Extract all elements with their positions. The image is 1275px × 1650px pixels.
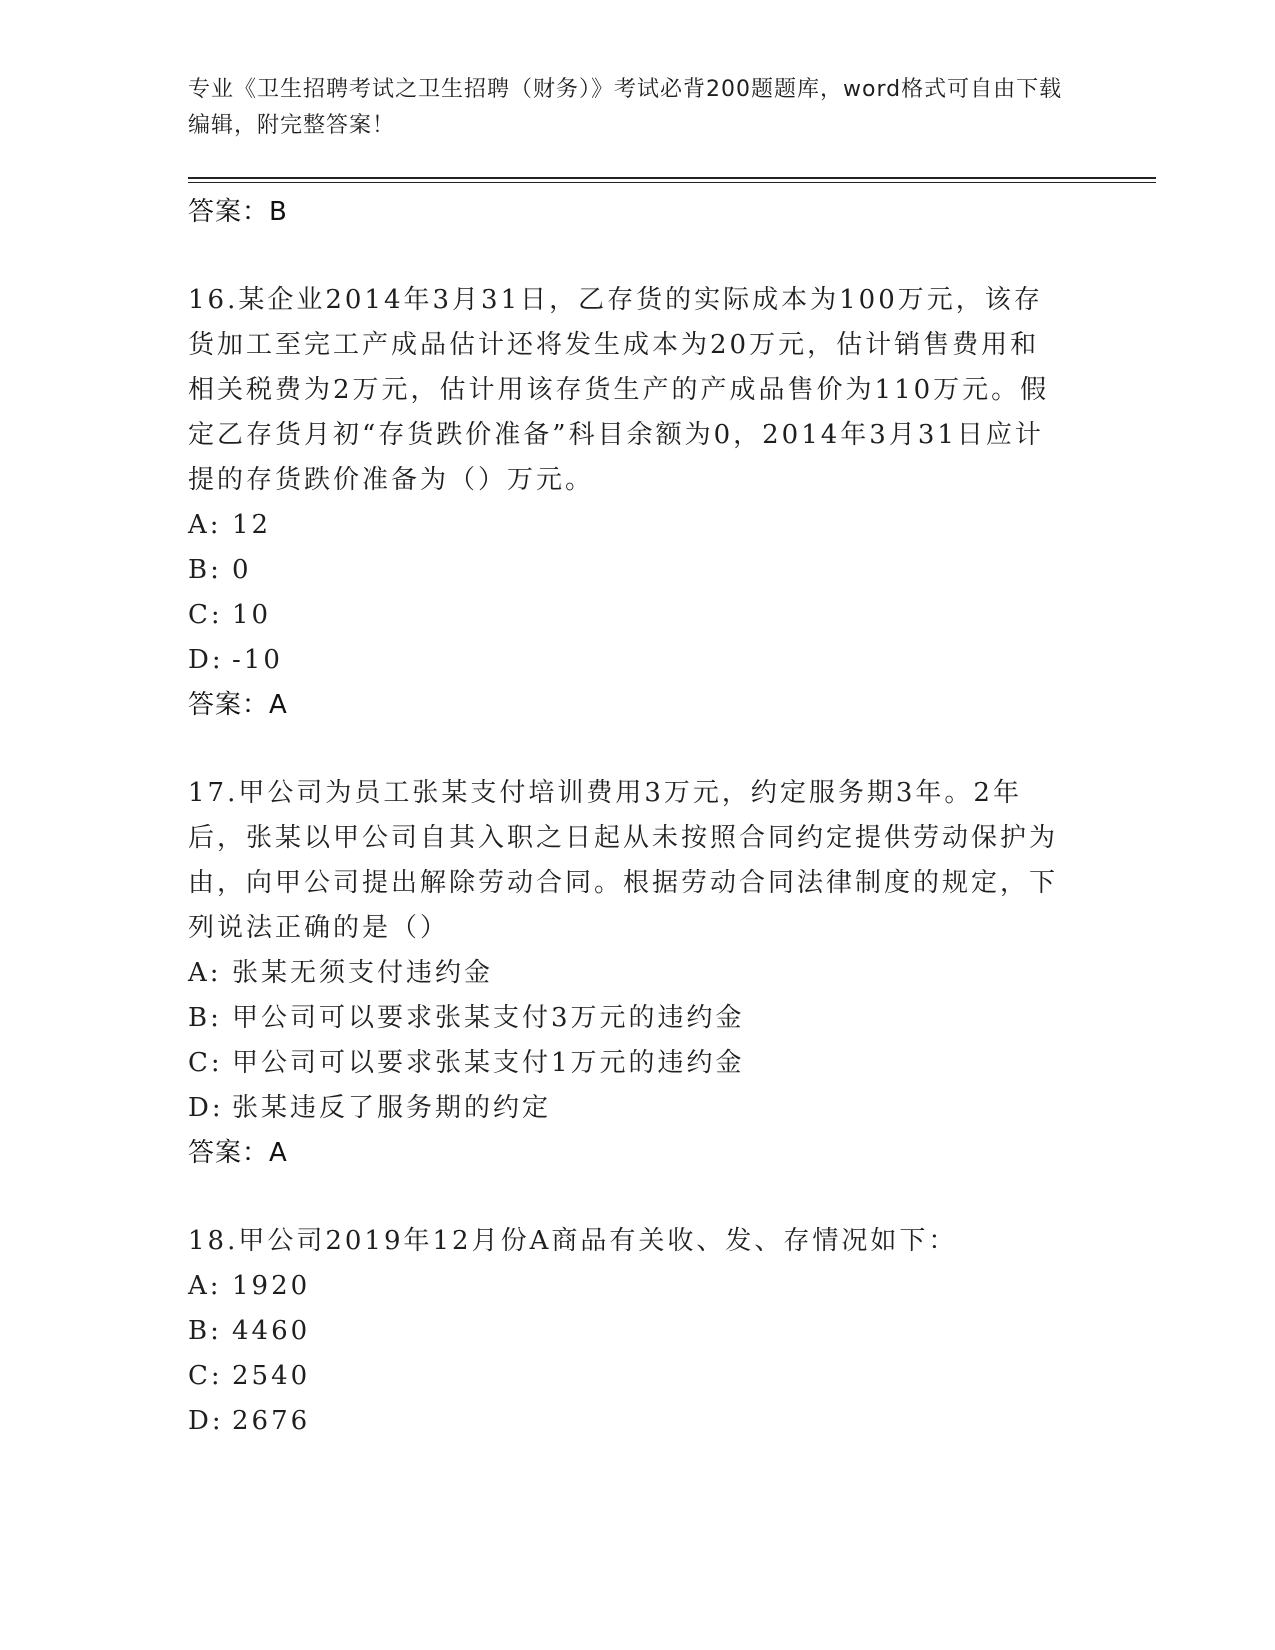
document-header: 专业《卫生招聘考试之卫生招聘（财务）》考试必背200题题库，word格式可自由下载编辑，附完整答案！	[188, 77, 1063, 138]
option-a	[188, 503, 1068, 548]
option-text: 2676	[232, 1406, 311, 1436]
question-text: 18.甲公司2019年12月份A商品有关收、发、存情况如下：	[188, 1226, 958, 1256]
option-letter: C:	[188, 1361, 223, 1391]
option-c	[188, 1354, 1068, 1399]
option-letter: D:	[188, 1093, 224, 1123]
option-letter: B:	[188, 1316, 222, 1346]
option-letter: A:	[188, 1271, 222, 1301]
option-text: 4460	[232, 1316, 311, 1346]
option-letter: C:	[188, 600, 223, 630]
option-text: 1920	[232, 1271, 311, 1301]
option-letter: A:	[188, 510, 222, 540]
question-content	[188, 190, 1068, 1444]
question-text: 17.甲公司为员工张某支付培训费用3万元，约定服务期3年。2年后，张某以甲公司自其入职之日起从未按照合同约定提供劳动保护为由，向甲公司提出解除劳动合同。根据劳动合同法律制度的规定，下列说法正确的是（）	[188, 778, 1059, 943]
option-text: 12	[232, 510, 272, 540]
option-letter: D:	[188, 1406, 224, 1436]
option-text: 甲公司可以要求张某支付1万元的违约金	[232, 1048, 745, 1078]
option-text: 甲公司可以要求张某支付3万元的违约金	[232, 1003, 745, 1033]
option-letter: B:	[188, 1003, 222, 1033]
option-text: 10	[232, 600, 272, 630]
header-divider-thin	[188, 182, 1156, 183]
option-a	[188, 1264, 1068, 1309]
option-letter: C:	[188, 1048, 223, 1078]
option-text: 张某无须支付违约金	[232, 958, 494, 988]
option-b	[188, 1309, 1068, 1354]
spacer	[188, 234, 1068, 278]
answer-line: 答案：A	[188, 690, 288, 720]
option-b	[188, 996, 1068, 1041]
option-d	[188, 638, 1068, 683]
option-c	[188, 593, 1068, 638]
option-c	[188, 1041, 1068, 1086]
answer-line: 答案：A	[188, 1138, 288, 1168]
spacer	[188, 727, 1068, 771]
option-d	[188, 1399, 1068, 1444]
option-d	[188, 1086, 1068, 1131]
option-a	[188, 951, 1068, 996]
option-b	[188, 548, 1068, 593]
option-text: 张某违反了服务期的约定	[232, 1093, 552, 1123]
option-text: 2540	[232, 1361, 311, 1391]
answer-line: 答案：B	[188, 197, 288, 227]
spacer	[188, 1175, 1068, 1219]
option-text: -10	[232, 645, 283, 675]
option-letter: B:	[188, 555, 222, 585]
question-text: 16.某企业2014年3月31日，乙存货的实际成本为100万元，该存货加工至完工产成品估计还将发生成本为20万元，估计销售费用和相关税费为2万元，估计用该存货生产的产成品售价为110万元。假定乙存货月初“存货跌价准备”科目余额为0，2014年3月31日应计提的存货跌价准备为（）万元。	[188, 285, 1050, 495]
option-text: 0	[232, 555, 252, 585]
option-letter: A:	[188, 958, 222, 988]
option-letter: D:	[188, 645, 224, 675]
header-divider	[188, 177, 1156, 179]
